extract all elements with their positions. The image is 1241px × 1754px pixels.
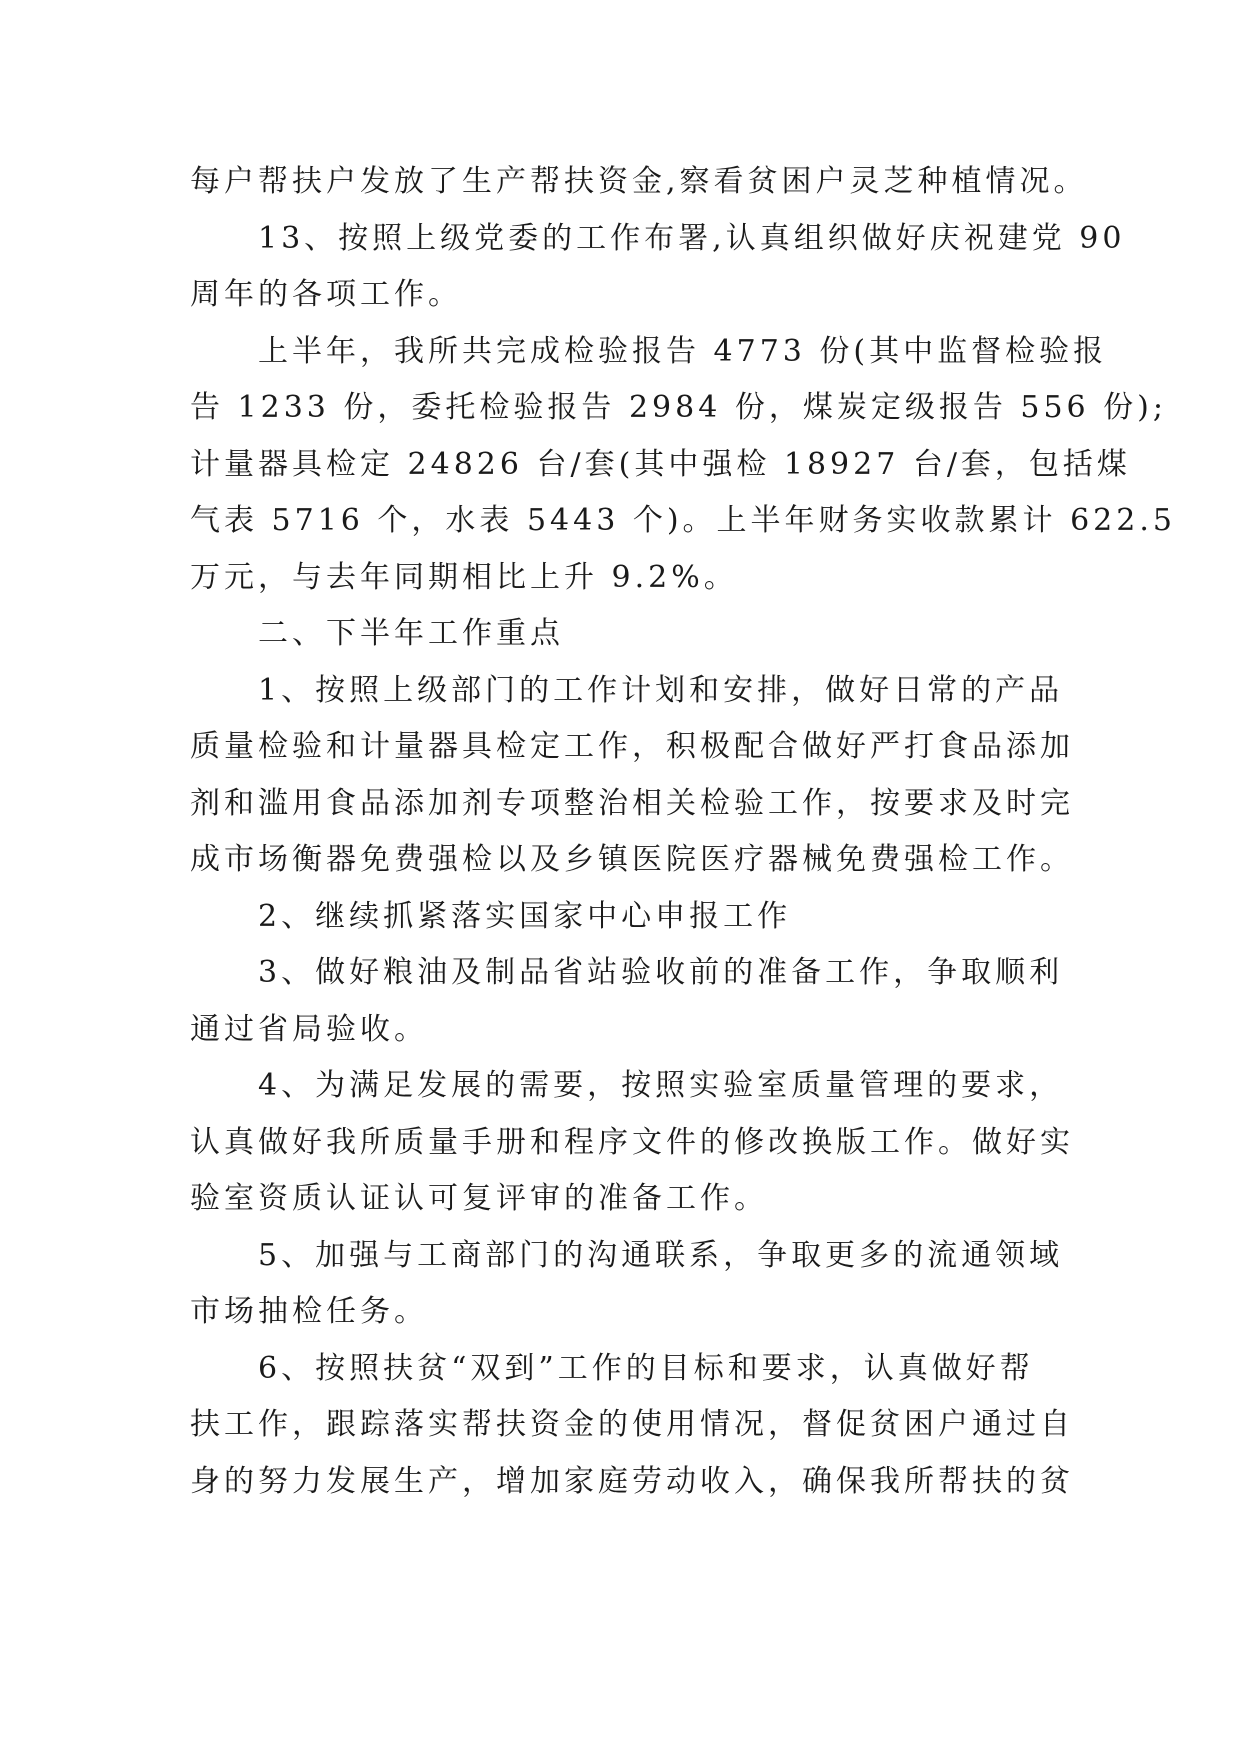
text-line: 4、为满足发展的需要，按照实验室质量管理的要求， (258, 1068, 1064, 1103)
text-line: 每户帮扶户发放了生产帮扶资金,察看贫困户灵芝种植情况。 (190, 164, 1088, 199)
text-line: 13、按照上级党委的工作布署,认真组织做好庆祝建党 90 (258, 220, 1126, 256)
text-line: 周年的各项工作。 (190, 277, 462, 312)
text-line: 验室资质认证认可复评审的准备工作。 (190, 1181, 768, 1216)
text-line: 5、加强与工商部门的沟通联系，争取更多的流通领域 (258, 1237, 1064, 1273)
text-line: 1、按照上级部门的工作计划和安排，做好日常的产品 (258, 672, 1064, 708)
text-line: 万元，与去年同期相比上升 9.2%。 (190, 559, 738, 595)
text-line: 身的努力发展生产，增加家庭劳动收入，确保我所帮扶的贫 (190, 1463, 1074, 1499)
document-body (190, 154, 1176, 1510)
text-line: 6、按照扶贫“双到”工作的目标和要求，认真做好帮 (258, 1350, 1034, 1386)
text-line: 上半年，我所共完成检验报告 4773 份(其中监督检验报 (258, 333, 1108, 369)
text-line: 剂和滥用食品添加剂专项整治相关检验工作，按要求及时完 (190, 785, 1074, 821)
text-line: 通过省局验收。 (190, 1011, 428, 1047)
text-line: 认真做好我所质量手册和程序文件的修改换版工作。做好实 (190, 1124, 1074, 1160)
text-line: 扶工作，跟踪落实帮扶资金的使用情况，督促贫困户通过自 (190, 1407, 1074, 1442)
text-line: 告 1233 份，委托检验报告 2984 份，煤炭定级报告 556 份); (190, 390, 1167, 425)
section-heading: 二、下半年工作重点 (258, 616, 564, 651)
text-line: 计量器具检定 24826 台/套(其中强检 18927 台/套，包括煤 (190, 446, 1131, 482)
text-line: 3、做好粮油及制品省站验收前的准备工作，争取顺利 (258, 955, 1064, 990)
text-line: 成市场衡器免费强检以及乡镇医院医疗器械免费强检工作。 (190, 842, 1074, 877)
text-line: 2、继续抓紧落实国家中心申报工作 (258, 898, 792, 934)
text-line: 市场抽检任务。 (190, 1294, 428, 1329)
text-line: 气表 5716 个，水表 5443 个)。上半年财务实收款累计 622.5 (190, 503, 1176, 538)
text-line: 质量检验和计量器具检定工作，积极配合做好严打食品添加 (190, 729, 1074, 764)
